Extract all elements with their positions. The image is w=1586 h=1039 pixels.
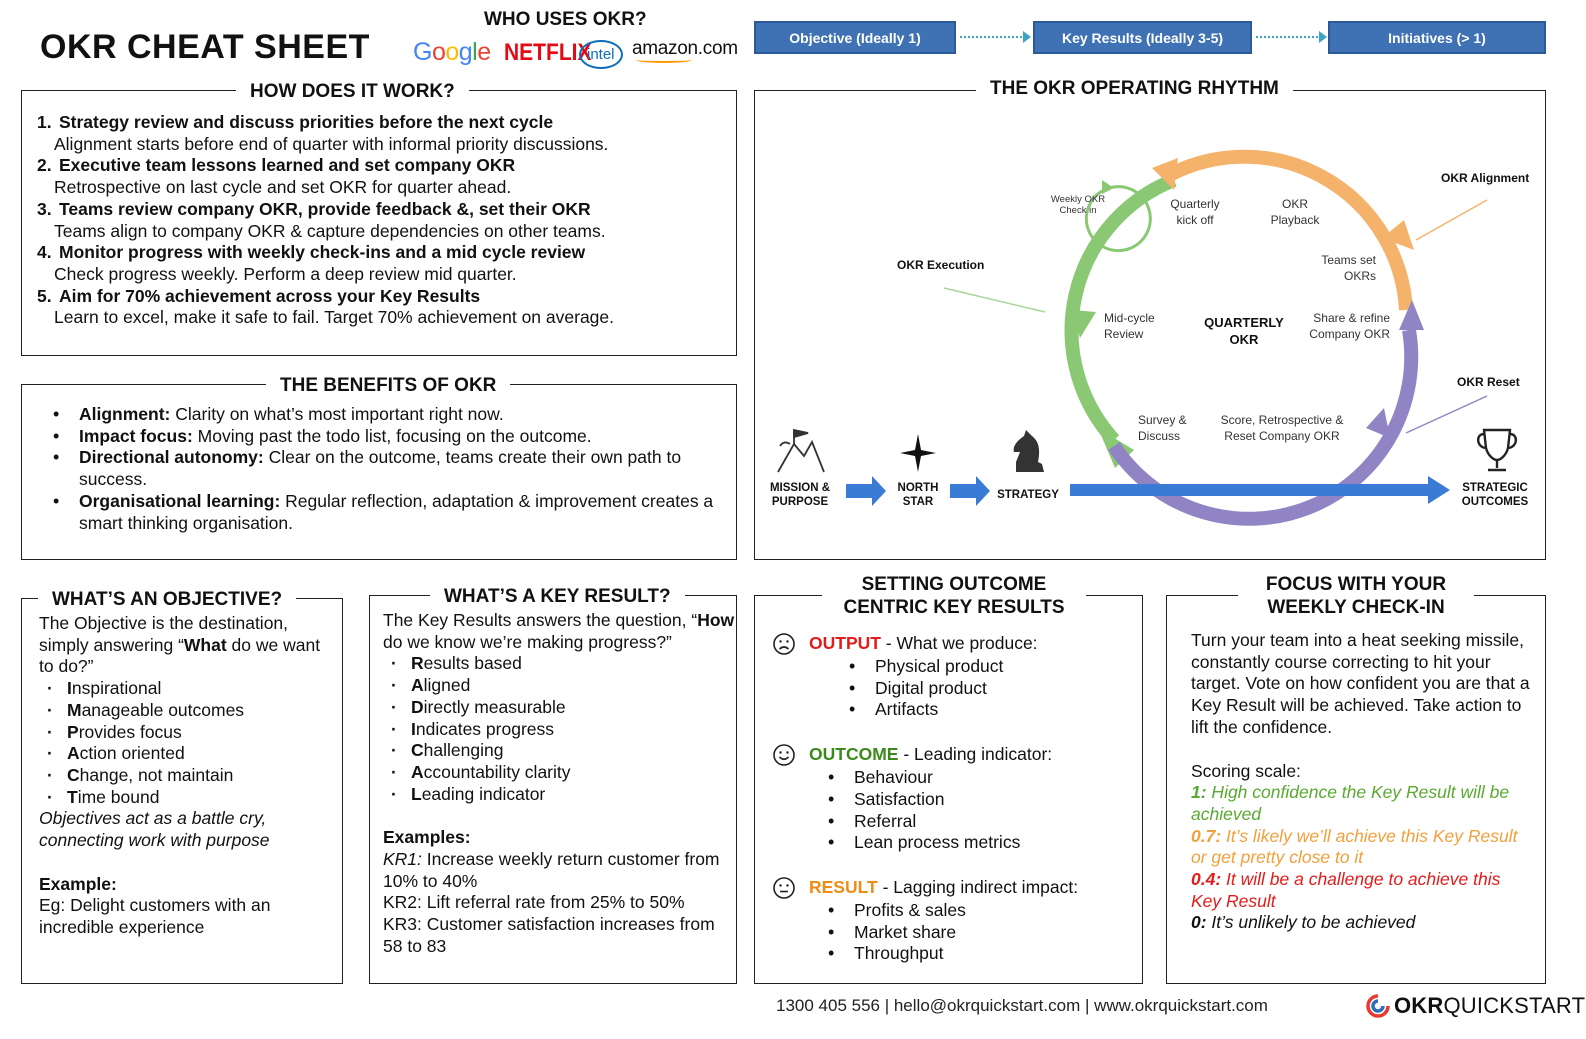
- acronym-word: ligned: [423, 675, 471, 696]
- acronym-letter: I: [411, 718, 416, 739]
- intel-logo: intel: [579, 40, 623, 69]
- scoring-scale-text: It’s likely we’ll achieve this Key Result or get pretty close to it: [1191, 825, 1518, 868]
- benefit-item: [79, 404, 719, 426]
- page-title: OKR CHEAT SHEET: [40, 28, 370, 66]
- how-step: [37, 242, 727, 285]
- setting-group-title: [809, 633, 1038, 655]
- label-okr-alignment: OKR Alignment: [1441, 171, 1530, 185]
- acronym-letter: C: [67, 764, 80, 785]
- benefit-item: [79, 447, 719, 490]
- setting-group-desc-text: - Leading indicator:: [898, 744, 1053, 765]
- objective-note: Objectives act as a battle cry, connecting work with purpose: [39, 808, 270, 851]
- acronym-word: ccountability clarity: [423, 761, 571, 782]
- setting-title: SETTING OUTCOME CENTRIC KEY RESULTS: [822, 573, 1086, 619]
- benefit-item: [79, 491, 719, 534]
- chess-knight-icon: [1014, 430, 1044, 472]
- how-step-title: Monitor progress with weekly check-ins and a mid cycle review: [59, 242, 586, 263]
- acronym-word: hallenging: [423, 740, 504, 761]
- objective-list: [39, 678, 339, 808]
- acronym-item: [411, 697, 735, 719]
- examples-label: Examples:: [383, 827, 471, 848]
- kr3-example: KR3: Customer satisfaction increases from 58 to 83: [383, 914, 715, 956]
- path-strategy-label: STRATEGY: [997, 489, 1059, 501]
- flow-initiatives: Initiatives (> 1): [1328, 21, 1546, 54]
- how-step-detail: Retrospective on last cycle and set OKR for quarter ahead.: [54, 177, 512, 198]
- setting-group-title: [809, 744, 1052, 766]
- cycle-label-playback: OKR Playback: [1270, 197, 1320, 227]
- setting-group-list: [772, 767, 1142, 854]
- flow-arrow-icon: [1319, 31, 1327, 43]
- benefit-heading: Impact focus:: [79, 425, 193, 446]
- setting-group-label: OUTPUT: [809, 633, 881, 654]
- how-step: [37, 112, 727, 155]
- how-step-heading: [37, 199, 727, 221]
- acronym-item: [67, 700, 339, 722]
- path-mission-label: MISSION & PURPOSE: [769, 482, 831, 508]
- flow-key-results: Key Results (Ideally 3-5): [1033, 21, 1252, 54]
- key-result-intro: The Key Results answers the question, “How do we know we’re making progress?”: [383, 610, 735, 652]
- how-it-works-title: HOW DOES IT WORK?: [236, 80, 469, 103]
- setting-group-heading: [772, 743, 1142, 767]
- setting-group-item: • Market share: [854, 922, 1142, 944]
- scoring-scale-score: 0.7:: [1191, 825, 1222, 846]
- how-step-number: 1.: [37, 112, 52, 132]
- path-outcomes-label: STRATEGIC OUTCOMES: [1461, 482, 1529, 508]
- how-step-title: Strategy review and discuss priorities before the next cycle: [59, 112, 554, 132]
- smile-face-icon: [772, 743, 796, 767]
- flow-arrow-icon: [1023, 31, 1031, 43]
- acronym-item: [411, 719, 735, 741]
- rhythm-title: THE OKR OPERATING RHYTHM: [976, 77, 1293, 100]
- acronym-word: eading indicator: [421, 783, 546, 804]
- checkin-content: [1191, 630, 1531, 934]
- scoring-scale-label: Scoring scale:: [1191, 760, 1301, 781]
- acronym-letter: T: [67, 786, 78, 807]
- how-step-title: Aim for 70% achievement across your Key Results: [59, 285, 481, 306]
- key-result-content: [383, 610, 735, 958]
- scoring-scale-text: It will be a challenge to achieve this Key Result: [1191, 869, 1501, 911]
- setting-group-heading: [772, 632, 1142, 656]
- acronym-letter: A: [411, 675, 424, 696]
- benefits-title: THE BENEFITS OF OKR: [266, 374, 510, 397]
- how-step-number: 4.: [37, 242, 52, 263]
- acronym-item: [411, 784, 735, 806]
- how-step-number: 2.: [37, 155, 52, 176]
- path-north-star-label: NORTH STAR: [897, 482, 939, 508]
- checkin-title: FOCUS WITH YOUR WEEKLY CHECK-IN: [1238, 573, 1474, 619]
- kr2-example: KR2: Lift referral rate from 25% to 50%: [383, 892, 685, 913]
- netflix-logo: NETFLIX: [504, 39, 592, 66]
- cycle-label-weekly: Weekly OKR Check in: [1050, 194, 1106, 216]
- acronym-letter: A: [67, 743, 80, 764]
- acronym-word: ndicates progress: [415, 718, 555, 739]
- cycle-label-kickoff: Quarterly kick off: [1170, 197, 1220, 227]
- setting-group-item: • Throughput: [854, 943, 1142, 965]
- checkin-intro: Turn your team into a heat seeking missile, constantly course correcting to hit your target. Vote on how confident you are that a Key Result will be achieved. Take action to lift the confidence.: [1191, 630, 1530, 737]
- how-step-heading: [37, 112, 727, 134]
- benefit-heading: Organisational learning:: [79, 490, 281, 511]
- benefit-heading: Directional autonomy:: [79, 447, 264, 468]
- neutral-face-icon: [772, 876, 796, 900]
- setting-group-desc: [898, 744, 1052, 764]
- setting-group-item: • Artifacts: [875, 699, 1142, 721]
- how-step: [37, 199, 727, 242]
- setting-group-item: • Digital product: [875, 678, 1142, 700]
- acronym-word: anageable outcomes: [81, 699, 245, 720]
- okrquickstart-icon: [1365, 993, 1391, 1019]
- who-uses-title: WHO USES OKR?: [484, 9, 647, 30]
- flow-objective: Objective (Ideally 1): [754, 21, 956, 54]
- objective-intro: The Objective is the destination, simply answering “What do we want to do?”: [39, 613, 321, 677]
- objective-content: [39, 613, 339, 939]
- key-result-list: [383, 653, 735, 805]
- setting-group: [772, 876, 1142, 965]
- how-step-detail: Check progress weekly. Perform a deep review mid quarter.: [54, 263, 517, 284]
- footer-contact[interactable]: 1300 405 556 | hello@okrquickstart.com | www.okrquickstart.com: [776, 996, 1268, 1015]
- flow-connector: [960, 36, 1022, 38]
- cycle-label-survey: Survey & Discuss: [1138, 413, 1187, 443]
- key-result-title: WHAT’S A KEY RESULT?: [430, 585, 685, 608]
- benefit-item: [79, 426, 719, 448]
- setting-group-item: • Lean process metrics: [854, 832, 1142, 854]
- benefit-text: Clear on the outcome, teams create their own path to success.: [79, 447, 682, 490]
- setting-group-desc: [881, 633, 1038, 653]
- setting-group-list: [772, 900, 1142, 965]
- scoring-scale-score: 0:: [1191, 912, 1207, 933]
- cycle-center-label: QUARTERLY OKR: [1204, 315, 1284, 347]
- north-star-icon: [900, 434, 936, 472]
- how-step-heading: [37, 286, 727, 308]
- scoring-scale-list: [1191, 782, 1531, 934]
- scoring-scale-item: [1191, 912, 1531, 934]
- setting-group: [772, 743, 1142, 854]
- how-step-number: 5.: [37, 285, 52, 306]
- setting-group-label: OUTCOME: [809, 744, 899, 765]
- how-step-detail: Learn to excel, make it safe to fail. Target 70% achievement on average.: [54, 307, 614, 328]
- kr1-example: KR1: Increase weekly return customer from 10% to 40%: [383, 849, 720, 891]
- scoring-scale-text: It’s unlikely to be achieved: [1206, 912, 1416, 933]
- setting-group: [772, 632, 1142, 721]
- setting-group-item: • Behaviour: [854, 767, 1142, 789]
- acronym-item: [67, 787, 339, 809]
- scoring-scale-item: [1191, 826, 1531, 869]
- how-step-number: 3.: [37, 198, 52, 219]
- acronym-letter: L: [411, 783, 422, 804]
- frown-face-icon: [772, 632, 796, 656]
- setting-group-heading: [772, 876, 1142, 900]
- google-logo: Google: [413, 38, 491, 66]
- acronym-letter: A: [411, 761, 424, 782]
- how-step: [37, 286, 727, 329]
- acronym-word: rovides focus: [78, 721, 182, 742]
- how-step: [37, 155, 727, 198]
- acronym-letter: P: [67, 721, 79, 742]
- scoring-scale-item: [1191, 782, 1531, 825]
- purple-arrowhead-icon: [1366, 408, 1390, 438]
- acronym-word: nspirational: [71, 678, 162, 699]
- cycle-label-score: Score, Retrospective & Reset Company OKR: [1220, 413, 1344, 443]
- how-step-detail: Teams align to company OKR & capture dependencies on other teams.: [54, 220, 606, 241]
- setting-group-desc: [878, 877, 1078, 897]
- setting-group-title: [809, 877, 1078, 899]
- setting-group-label: RESULT: [809, 877, 878, 898]
- acronym-word: ime bound: [77, 786, 160, 807]
- setting-group-item: • Physical product: [875, 656, 1142, 678]
- acronym-word: ction oriented: [79, 743, 185, 764]
- setting-group-list: [772, 656, 1142, 721]
- how-step-heading: [37, 155, 727, 177]
- mountain-flag-icon: [778, 430, 824, 472]
- benefit-text: Clarity on what’s most important right now.: [170, 404, 504, 424]
- how-it-works-list: [37, 112, 727, 329]
- scoring-scale-score: 1:: [1191, 782, 1207, 803]
- setting-group-desc-text: - Lagging indirect impact:: [877, 877, 1079, 898]
- scoring-scale-score: 0.4:: [1191, 869, 1222, 890]
- setting-group-desc-text: - What we produce:: [880, 633, 1038, 654]
- trophy-icon: [1478, 430, 1516, 470]
- acronym-item: [67, 743, 339, 765]
- how-step-heading: [37, 242, 727, 264]
- flow-connector: [1256, 36, 1318, 38]
- objective-title: WHAT’S AN OBJECTIVE?: [38, 588, 296, 611]
- scoring-scale-item: [1191, 869, 1531, 912]
- acronym-item: [67, 765, 339, 787]
- acronym-word: hange, not maintain: [79, 764, 234, 785]
- benefit-heading: Alignment:: [79, 404, 171, 424]
- weekly-arrowhead-icon: [1102, 180, 1114, 194]
- how-step-title: Teams review company OKR, provide feedback &, set their OKR: [59, 198, 591, 219]
- acronym-item: [67, 722, 339, 744]
- cycle-label-teams-set: Teams set OKRs: [1321, 253, 1376, 283]
- setting-group-item: • Referral: [854, 811, 1142, 833]
- benefits-list: [79, 404, 719, 534]
- setting-groups: [772, 632, 1142, 965]
- how-step-detail: Alignment starts before end of quarter with informal priority discussions.: [54, 133, 609, 154]
- cycle-label-share: Share & refine Company OKR: [1309, 311, 1390, 341]
- acronym-word: esults based: [423, 653, 522, 674]
- how-step-title: Executive team lessons learned and set company OKR: [59, 155, 516, 176]
- acronym-letter: C: [411, 740, 424, 761]
- setting-group-item: • Satisfaction: [854, 789, 1142, 811]
- label-okr-execution: OKR Execution: [897, 258, 985, 272]
- setting-group-item: • Profits & sales: [854, 900, 1142, 922]
- amazon-logo: amazon.com: [632, 38, 738, 63]
- acronym-letter: I: [67, 678, 72, 699]
- objective-example: Eg: Delight customers with an incredible experience: [39, 895, 271, 938]
- benefit-text: Regular reflection, adaptation & improvement creates a smart thinking organisation.: [79, 490, 714, 533]
- label-okr-reset: OKR Reset: [1457, 375, 1520, 389]
- acronym-item: [411, 675, 735, 697]
- objective-example-label: Example:: [39, 873, 117, 894]
- acronym-item: [411, 762, 735, 784]
- benefit-text: Moving past the todo list, focusing on the outcome.: [192, 425, 592, 446]
- scoring-scale-text: High confidence the Key Result will be achieved: [1191, 782, 1510, 824]
- acronym-item: [67, 678, 339, 700]
- okrquickstart-logo: OKR QUICKSTART: [1365, 993, 1585, 1019]
- alignment-arc: [1164, 157, 1406, 310]
- cycle-label-midcycle: Mid-cycle Review: [1104, 311, 1155, 341]
- acronym-item: [411, 653, 735, 675]
- acronym-word: irectly measurable: [423, 696, 566, 717]
- acronym-letter: D: [411, 696, 424, 717]
- acronym-item: [411, 740, 735, 762]
- acronym-letter: M: [67, 699, 82, 720]
- acronym-letter: R: [411, 653, 424, 674]
